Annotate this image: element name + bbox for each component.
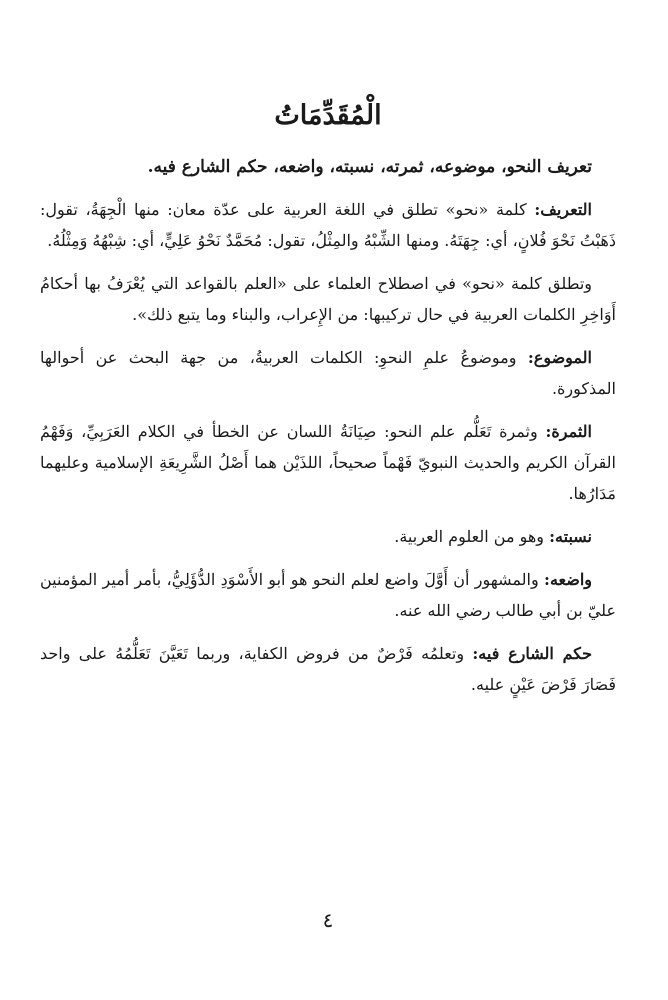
subject-paragraph	[40, 342, 616, 404]
subject-text: وموضوعُ علمِ النحوِ: الكلمات العربيةُ، من جهة البحث عن أحوالها المذكورة.	[40, 348, 616, 398]
fruit-paragraph	[40, 416, 616, 509]
topics-summary: تعريف النحو، موضوعه، ثمرته، نسبته، واضعه، حكم الشارع فيه.	[147, 157, 592, 177]
fruit-text: وثمرة تَعَلُّم علم النحو: صِيَانَةُ اللسان عن الخطأ في الكلام العَرَبِيِّ، وَفَهْمُ القرآن الكريم والحديث النبويّ فَهْماً صحيحاً، اللذَيْن هما أَصْلُ الشَّرِيعَةِ الإسلامية وعليهما مَدَارُها.	[40, 422, 617, 503]
relation-text: وهو من العلوم العربية.	[394, 527, 545, 546]
subject-label: الموضوع:	[527, 348, 592, 367]
definition-label: التعريف:	[534, 200, 592, 219]
ruling-section	[40, 638, 616, 700]
book-page	[40, 0, 616, 1000]
page-title: الْمُقَدِّمَاتُ	[274, 100, 382, 131]
ruling-paragraph	[40, 638, 616, 700]
fruit-section	[40, 416, 616, 509]
founder-section	[40, 564, 616, 626]
definition-paragraph	[40, 194, 616, 256]
founder-paragraph	[40, 564, 616, 626]
founder-text: والمشهور أن أَوَّلَ واضع لعلم النحو هو أبو الأَسْوَدِ الدُّؤَلِيُّ، بأمر أمير المؤمنين عليّ بن أبي طالب رضي الله عنه.	[40, 570, 616, 620]
page-number: ٤	[322, 908, 334, 932]
relation-label: نسبته:	[549, 527, 592, 546]
ruling-text: وتعلمُه فَرْضٌ من فروض الكفاية، وربما تَعَيَّنَ تَعَلُّمُهُ على واحد فَصَارَ فَرْضَ عَيْنٍ عليه.	[40, 644, 616, 694]
subject-section	[40, 342, 616, 404]
fruit-label: الثمرة:	[545, 422, 592, 441]
relation-section	[40, 521, 616, 552]
relation-paragraph	[40, 521, 616, 552]
term-definition-section	[40, 268, 616, 330]
definition-section	[40, 194, 616, 256]
definition-text: كلمة «نحو» تطلق في اللغة العربية على عدّة معان: منها الْجِهَةُ، تقول: ذَهَبْتُ نَحْوَ فُلانٍ، أي: جِهَتَهُ. ومنها الشِّبْهُ والمِثْلُ، تقول: مُحَمَّدٌ نَحْوُ عَلِيٍّ، أي: شِبْهُهُ وَمِثْلُهُ.	[40, 200, 616, 250]
term-definition-paragraph: وتطلق كلمة «نحو» في اصطلاح العلماء على «العلم بالقواعد التي يُعْرَفُ بها أحكامُ أَوَاخِرِ الكلمات العربية في حال تركيبها: من الإِعراب، والبناء وما يتبع ذلك».	[40, 274, 616, 324]
founder-label: واضعه:	[544, 570, 592, 589]
ruling-label: حكم الشارع فيه:	[472, 644, 592, 663]
